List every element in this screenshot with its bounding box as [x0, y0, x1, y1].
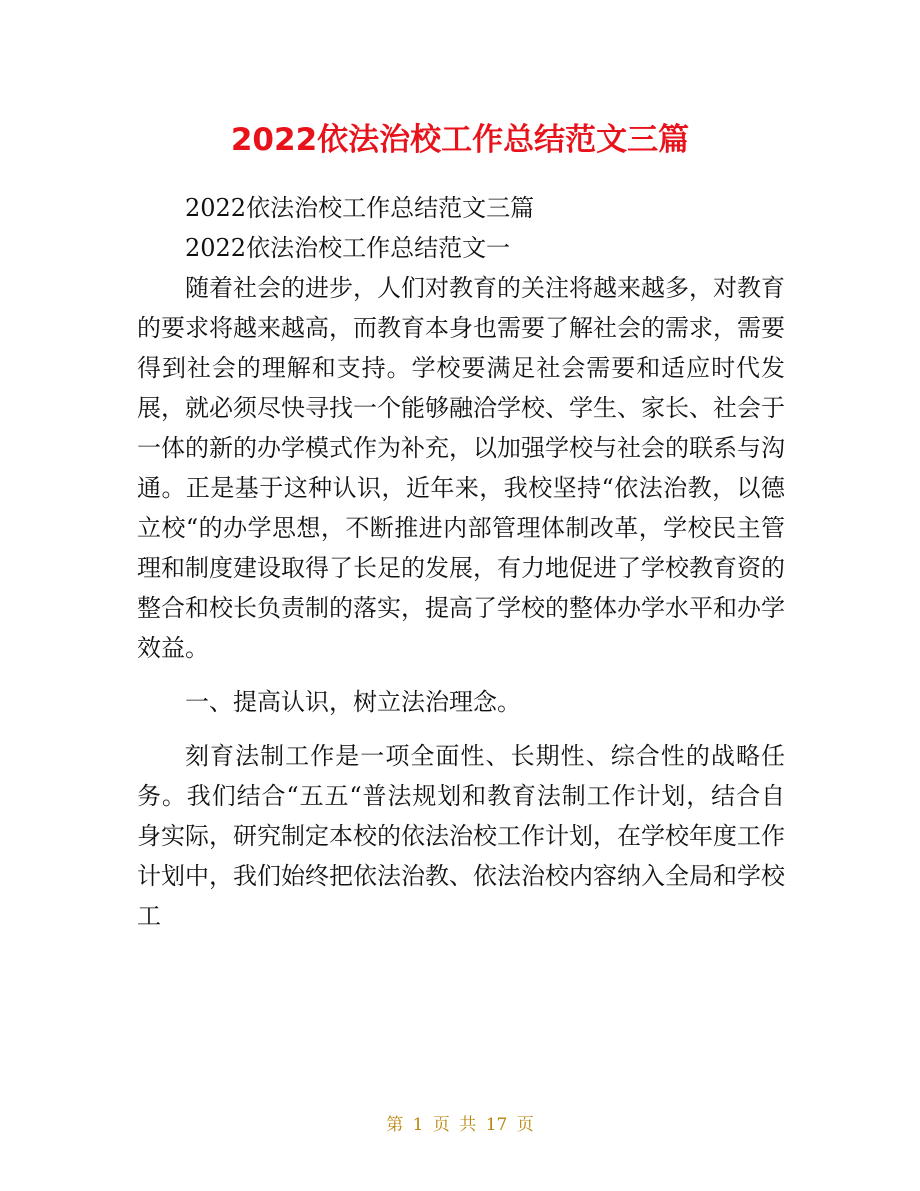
paragraph-heading-1: 2022依法治校工作总结范文三篇 — [185, 194, 535, 222]
paragraph-heading-2: 2022依法治校工作总结范文一 — [185, 234, 511, 262]
document-body — [137, 188, 785, 936]
paragraph-body-1: 随着社会的进步，人们对教育的关注将越来越多，对教育的要求将越来越高，而教育本身也需要了解社会的需求，需要得到社会的理解和支持。学校要满足社会需要和适应时代发展，就必须尽快寻找一个能够融洽学校、学生、家长、社会于一体的新的办学模式作为补充，以加强学校与社会的联系与沟通。正是基于这种认识，近年来，我校坚持“依法治教，以德立校“的办学思想，不断推进内部管理体制改革，学校民主管理和制度建设取得了长足的发展，有力地促进了学校教育资的整合和校长负责制的落实，提高了学校的整体办学水平和办学效益。 — [137, 274, 785, 662]
document-title: 2022依法治校工作总结范文三篇 — [230, 122, 690, 158]
page-footer: 第 1 页 共 17 页 — [386, 1115, 534, 1135]
paragraph-section-heading: 一、提高认识，树立法治理念。 — [185, 688, 521, 716]
paragraph-body-2: 刻育法制工作是一项全面性、长期性、综合性的战略任务。我们结合“五五“普法规划和教育法制工作计划，结合自身实际，研究制定本校的依法治校工作计划，在学校年度工作计划中，我们始终把依法治教、依法治校内容纳入全局和学校工 — [137, 742, 785, 930]
